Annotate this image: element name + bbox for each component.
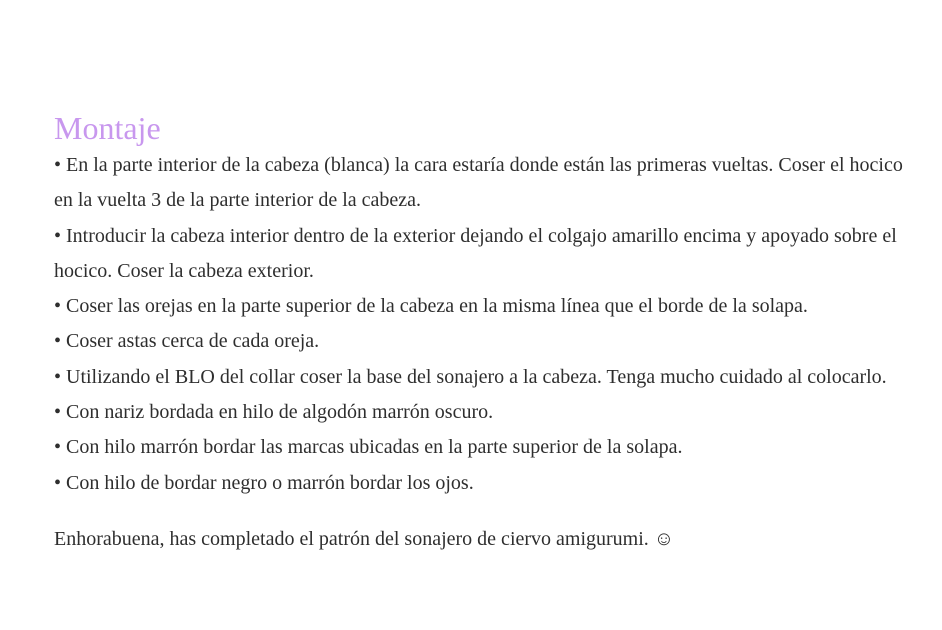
section-heading: Montaje bbox=[54, 110, 161, 146]
assembly-step: • Utilizando el BLO del collar coser la base del sonajero a la cabeza. Tenga mucho cuidado al colocarlo. bbox=[54, 365, 887, 388]
assembly-section bbox=[54, 108, 914, 553]
assembly-step: • Introducir la cabeza interior dentro de la exterior dejando el colgajo amarillo encima y apoyado sobre el hocico. Coser la cabeza exterior. bbox=[54, 224, 897, 282]
assembly-step: • Con hilo marrón bordar las marcas ubicadas en la parte superior de la solapa. bbox=[54, 436, 683, 459]
assembly-steps-list bbox=[54, 148, 914, 501]
assembly-step: • Con hilo de bordar negro o marrón bordar los ojos. bbox=[54, 471, 474, 494]
assembly-step: • Coser astas cerca de cada oreja. bbox=[54, 330, 320, 353]
closing-message: Enhorabuena, has completado el patrón del sonajero de ciervo amigurumi. ☺ bbox=[54, 527, 675, 550]
assembly-step: • Con nariz bordada en hilo de algodón marrón oscuro. bbox=[54, 401, 494, 424]
assembly-step: • En la parte interior de la cabeza (blanca) la cara estaría donde están las primeras vueltas. Coser el hocico en la vuelta 3 de la parte interior de la cabeza. bbox=[54, 154, 903, 212]
assembly-step: • Coser las orejas en la parte superior de la cabeza en la misma línea que el borde de la solapa. bbox=[54, 295, 808, 318]
